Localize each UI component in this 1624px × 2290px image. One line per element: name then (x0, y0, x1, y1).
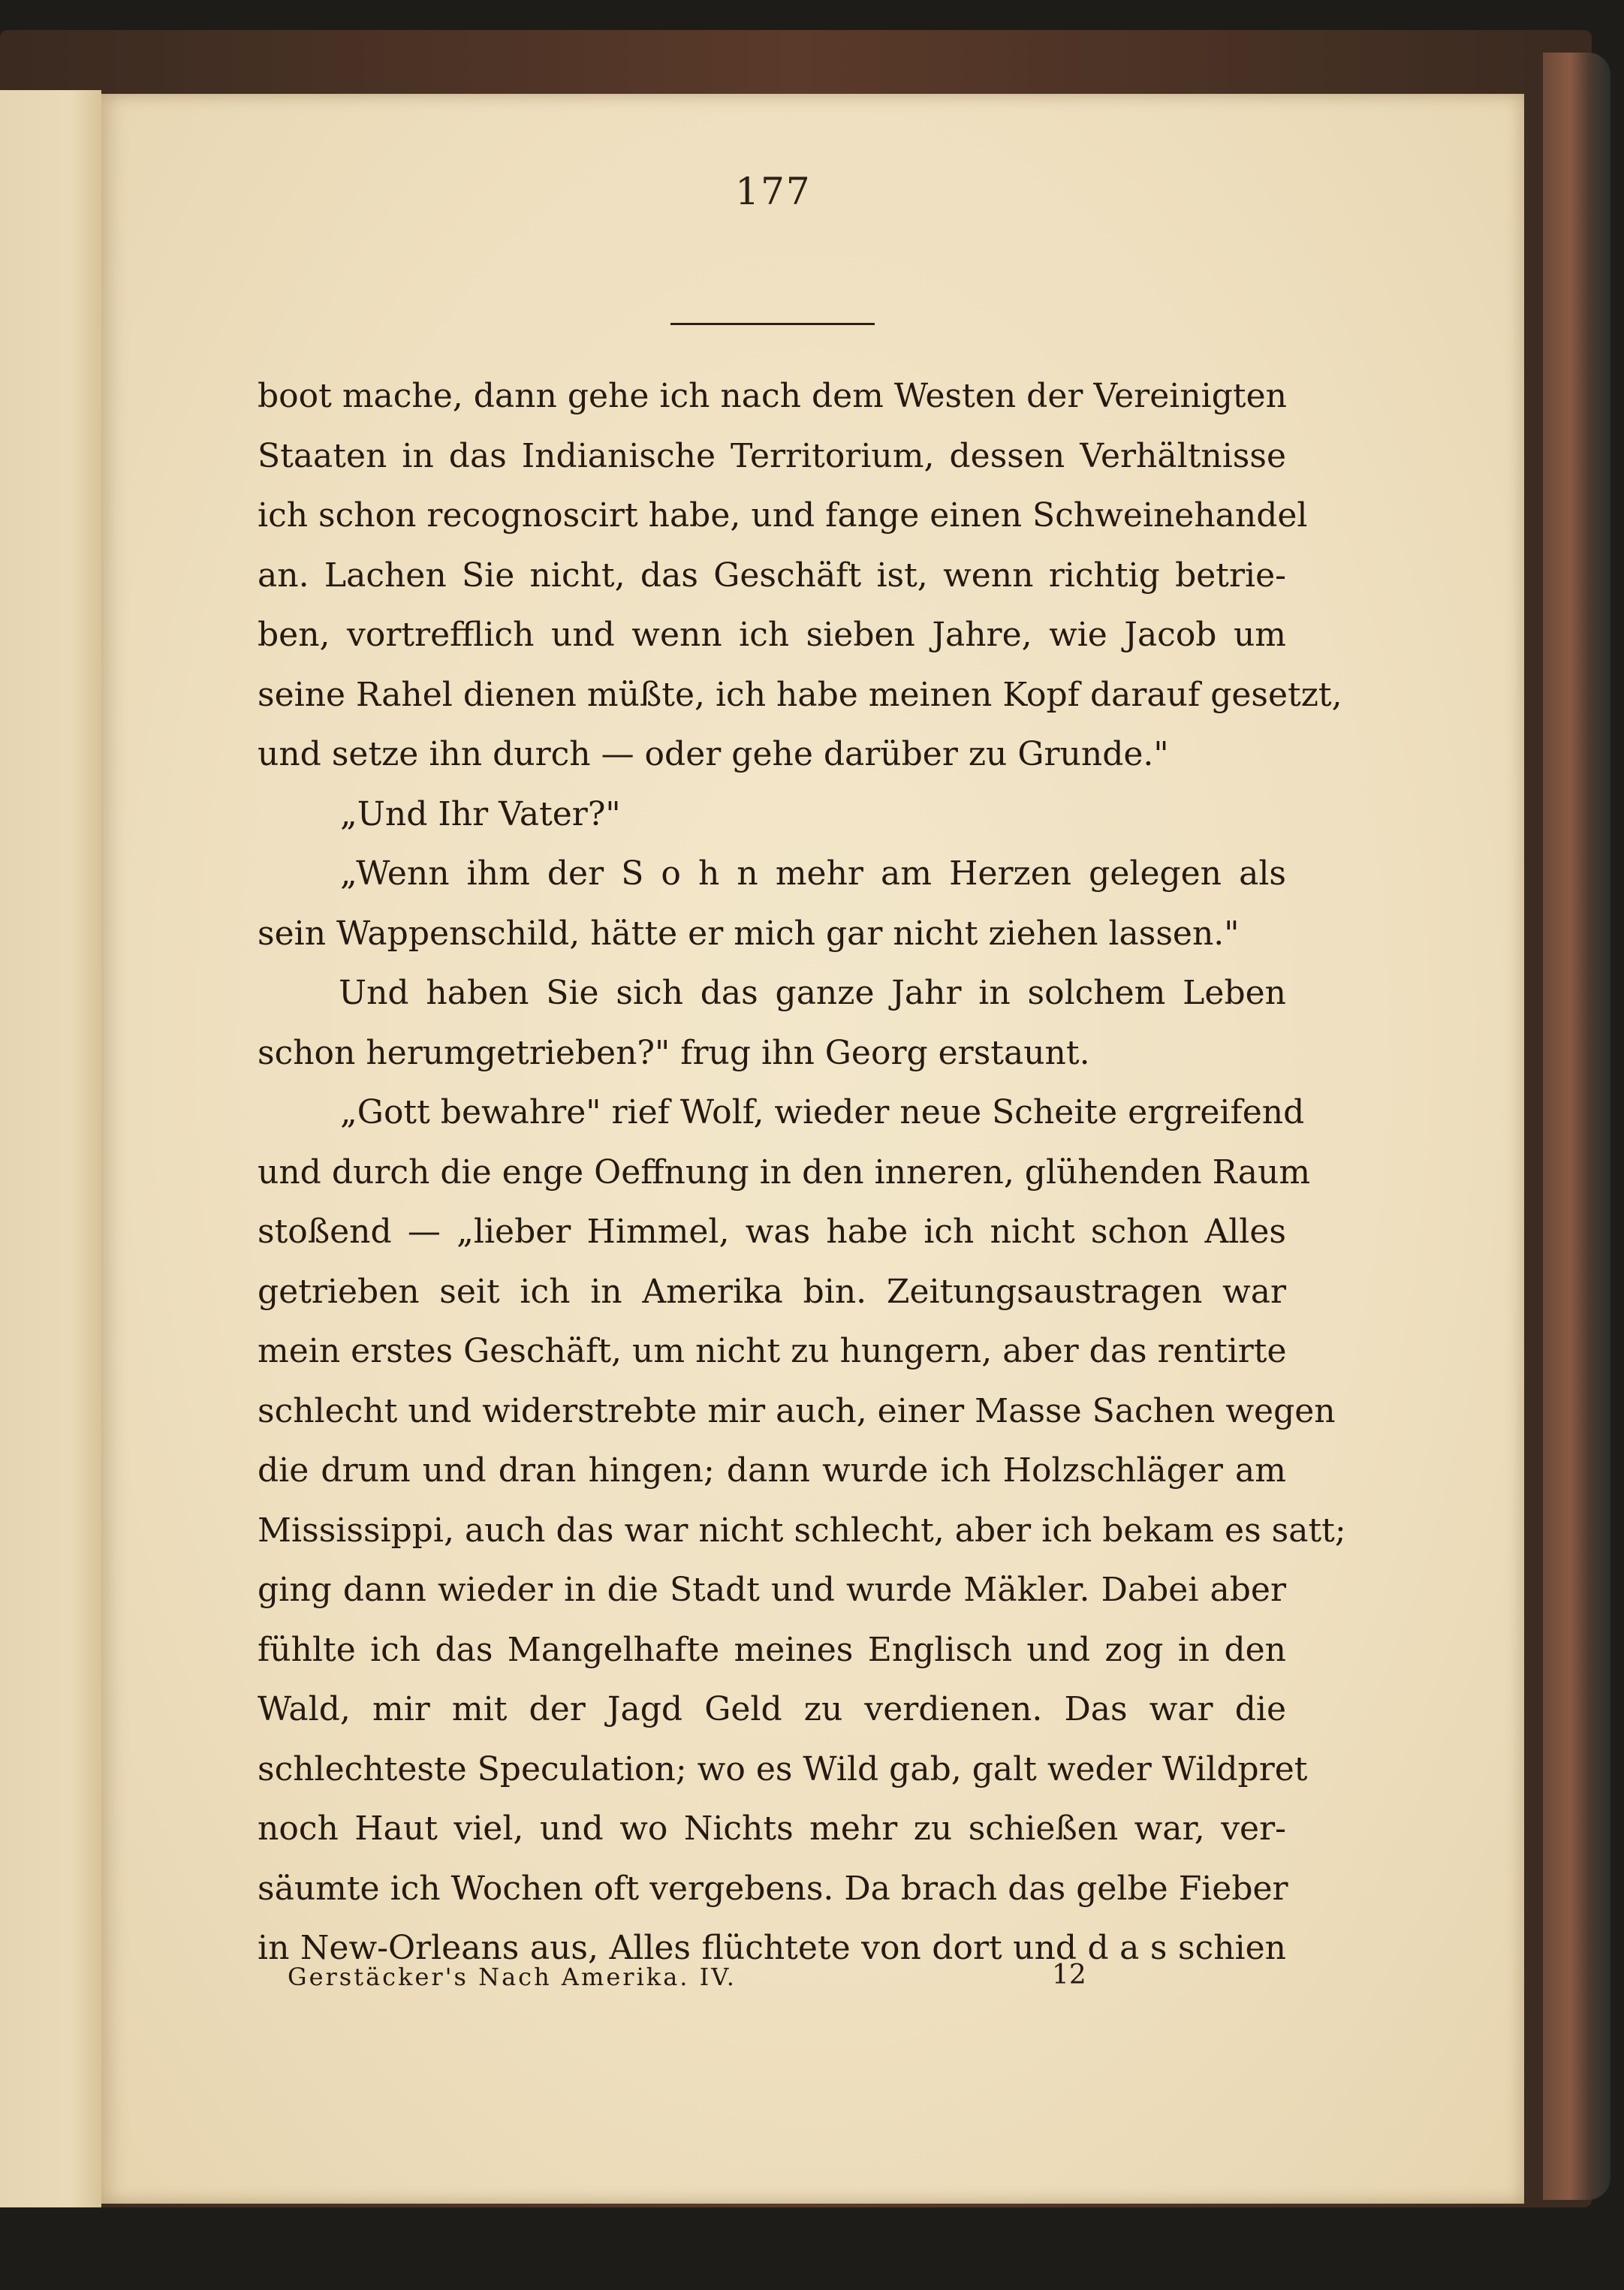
text-line: stoßend — „lieber Himmel, was habe ich nicht schon Alles (258, 1213, 1286, 1251)
facing-page-edge (0, 90, 101, 2207)
text-line: ging dann wieder in die Stadt und wurde Mäkler. Dabei aber (258, 1571, 1286, 1609)
text-line: noch Haut viel, und wo Nichts mehr zu schießen war, ver- (258, 1809, 1286, 1848)
header-rule (670, 323, 875, 325)
text-line: „Gott bewahre" rief Wolf, wieder neue Scheite ergreifend (340, 1093, 1305, 1131)
text-line: fühlte ich das Mangelhafte meines Englisch und zog in den (258, 1630, 1286, 1669)
text-line: in New-Orleans aus, Alles flüchtete von dort und d a s schien (258, 1929, 1286, 1967)
text-line: schlechteste Speculation; wo es Wild gab, galt weder Wildpret (258, 1749, 1308, 1788)
page-number: 177 (735, 170, 812, 213)
page-footer (258, 1958, 1286, 2003)
footer-signature-title: Gerstäcker's Nach Amerika. IV. (288, 1963, 737, 1991)
body-text (258, 366, 1346, 1978)
text-line: und setze ihn durch — oder gehe darüber zu Grunde." (258, 735, 1169, 773)
text-line: Mississippi, auch das war nicht schlecht, aber ich bekam es satt; (258, 1511, 1346, 1550)
text-line: ben, vortrefflich und wenn ich sieben Jahre, wie Jacob um (258, 616, 1286, 654)
text-line: schon herumgetrieben?" frug ihn Georg erstaunt. (258, 1033, 1090, 1072)
text-line: die drum und dran hingen; dann wurde ich Holzschläger am (258, 1451, 1286, 1490)
text-line: an. Lachen Sie nicht, das Geschäft ist, wenn richtig betrie- (258, 556, 1286, 595)
text-line: mein erstes Geschäft, um nicht zu hungern, aber das rentirte (258, 1332, 1287, 1370)
text-line: ich schon recognoscirt habe, und fange einen Schweinehandel (258, 496, 1308, 535)
text-line: säumte ich Wochen oft vergebens. Da brach das gelbe Fieber (258, 1869, 1288, 1908)
text-line: „Und Ihr Vater?" (340, 794, 621, 833)
text-line: Und haben Sie sich das ganze Jahr in solchem Leben (339, 974, 1286, 1012)
text-line: Wald, mir mit der Jagd Geld zu verdienen. Das war die (258, 1690, 1286, 1728)
text-line: und durch die enge Oeffnung in den inneren, glühenden Raum (258, 1153, 1311, 1192)
text-line: Staaten in das Indianische Territorium, dessen Verhältnisse (258, 436, 1286, 475)
book-spine-edge (1543, 53, 1610, 2200)
text-line: sein Wappenschild, hätte er mich gar nicht ziehen lassen." (258, 914, 1240, 953)
text-line: boot mache, dann gehe ich nach dem Westen der Vereinigten (258, 377, 1287, 415)
text-line: schlecht und widerstrebte mir auch, einer Masse Sachen wegen (258, 1391, 1336, 1430)
text-line: „Wenn ihm der S o h n mehr am Herzen gelegen als (340, 854, 1286, 893)
text-line: getrieben seit ich in Amerika bin. Zeitungsaustragen war (258, 1272, 1286, 1311)
footer-sheet-mark: 12 (1052, 1960, 1086, 1990)
text-line: seine Rahel dienen müßte, ich habe meinen Kopf darauf gesetzt, (258, 675, 1342, 714)
